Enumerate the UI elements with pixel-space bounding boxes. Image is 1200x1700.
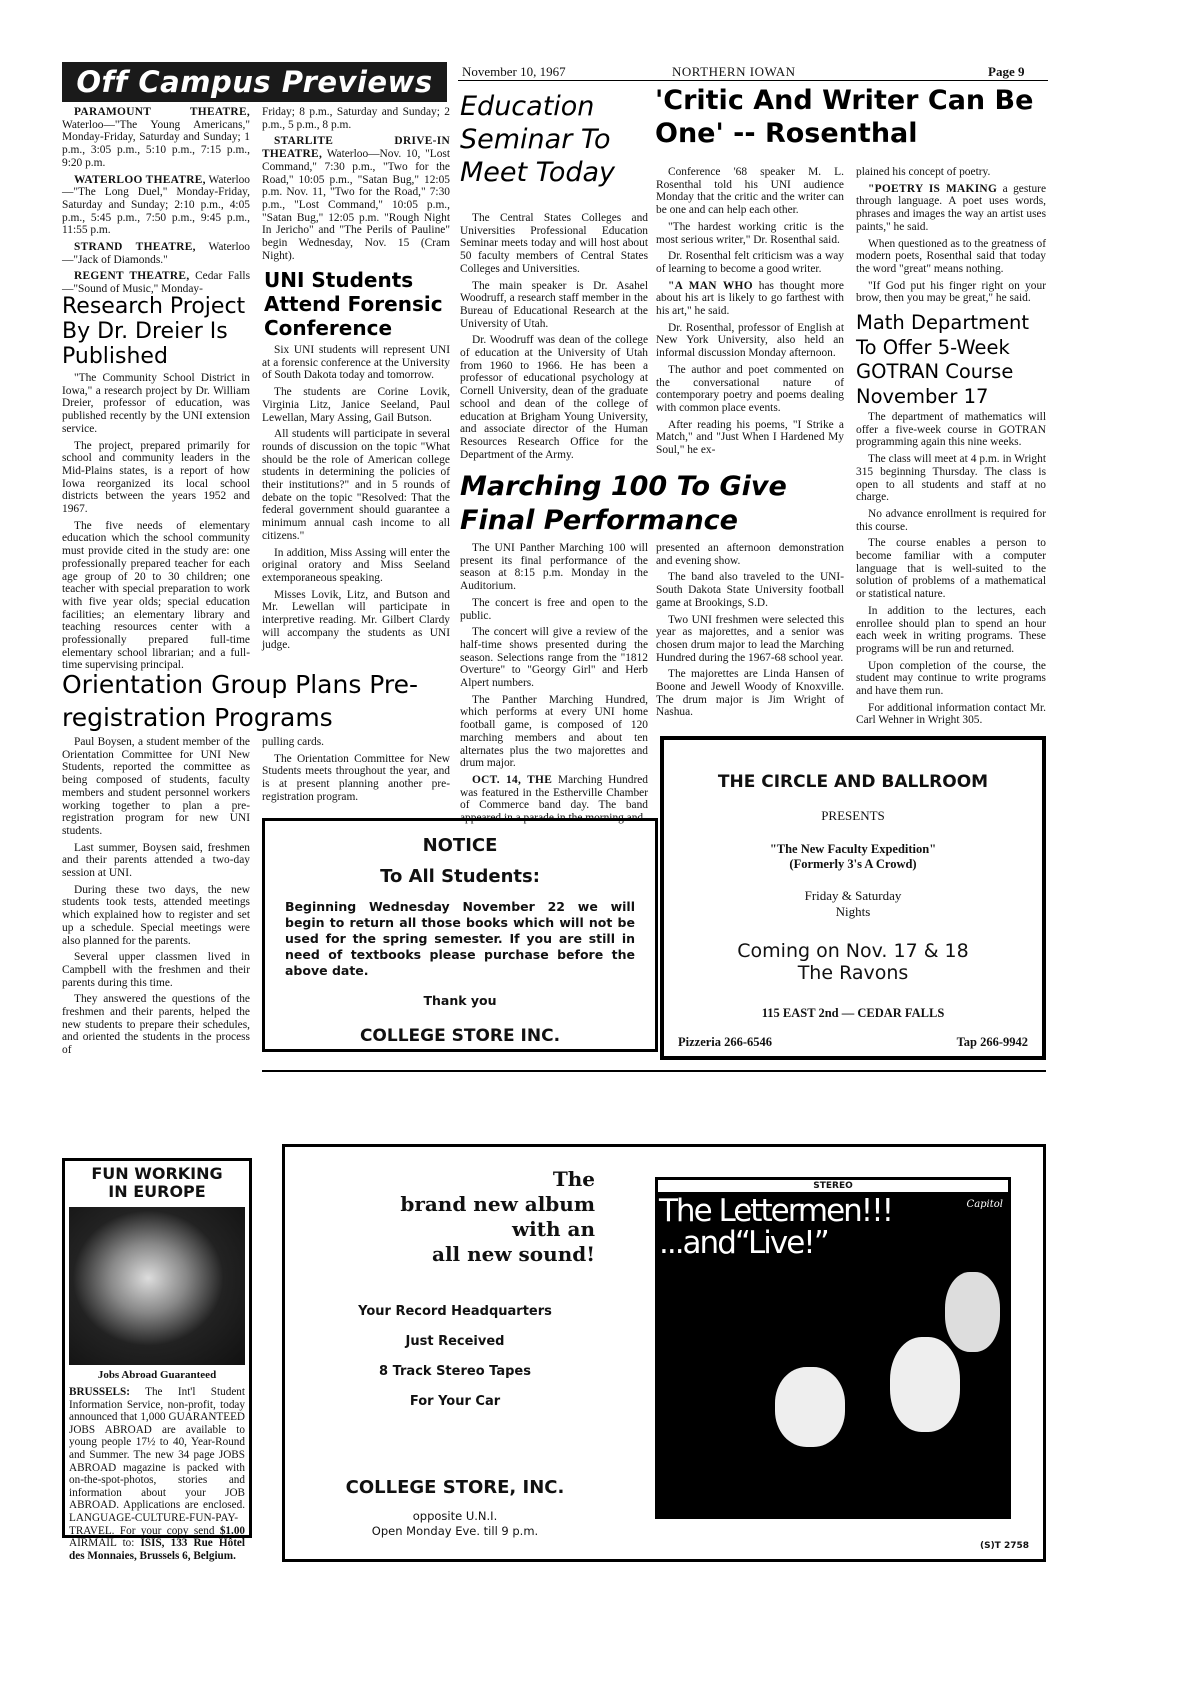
issue-date: November 10, 1967: [462, 64, 566, 79]
education-headline: Education Seminar To Meet Today: [460, 91, 616, 188]
paragraph: [62, 241, 250, 266]
album-title: The Lettermen!!!: [659, 1193, 893, 1229]
paragraph-text: In addition, Miss Assing will enter the original oratory and Miss Seeland extemporaneous speaking.: [262, 546, 450, 584]
europe-airmail: AIRMAIL to:: [69, 1537, 141, 1550]
europe-text: The Int'l Student Information Service, non-profit, today announced that 1,000 GUARANTEED JOBS ABROAD are available to young people 17½ to 40, Year-Round and Summer. The new 34 page JOBS ABROAD magazine is packed with on-the-spot-photos, stories and information about your JOB ABROAD. Applications are enclosed. LANGUAGE-CULTURE-FUN-PAY-TRAVEL. For your copy send: [69, 1386, 245, 1537]
paragraph-text: Several upper classmen lived in Campbell with the freshmen and their parents during this time.: [62, 951, 250, 989]
critic-col1: [656, 166, 844, 464]
education-body: [460, 212, 648, 464]
paragraph-text: The students are Corine Lovik, Virginia Litz, Janice Seeland, Paul Lewellan, Mary Assing, Gail Butson.: [262, 386, 450, 424]
paragraph: [656, 280, 844, 318]
paragraph: [856, 660, 1046, 698]
paragraph: [62, 372, 250, 436]
paragraph-lead: "POETRY IS MAKING: [868, 182, 998, 195]
europe-address: ISIS, 133 Rue Hôtel des Monnaies, Brussels 6, Belgium.: [69, 1537, 246, 1562]
circle-coming: Coming on Nov. 17 & 18: [737, 940, 969, 962]
paragraph-text: The Central States Colleges and Universities Professional Education Seminar meets today and will host about 50 faculty members of Central States Colleges and Universities.: [460, 212, 648, 275]
paragraph-lead: WATERLOO THEATRE,: [74, 173, 206, 186]
paragraph: [262, 736, 450, 749]
paragraph-text: Last summer, Boysen said, freshmen and their parents attended a two-day session at UNI.: [62, 841, 250, 880]
paragraph: [62, 884, 250, 948]
album-ad-lines: [305, 1297, 605, 1417]
paragraph-text: During these two days, the new students took tests, attended meetings which explained how to register and set up a schedule. Special meetings were also planned for the parents.: [62, 883, 250, 947]
ad-line: 8 Track Stereo Tapes: [379, 1364, 531, 1379]
paragraph-lead: REGENT THEATRE,: [74, 270, 190, 283]
europe-jobs-ad: [62, 1158, 252, 1562]
circle-days: Friday & Saturday: [804, 888, 902, 903]
paragraph-lead: OCT. 14, THE: [472, 773, 553, 786]
paragraph: [262, 589, 450, 653]
notice-subtitle: To All Students:: [380, 866, 540, 887]
paragraph-text: The Orientation Committee for New Students meets throughout the year, and is at present planning another pre-registration program.: [262, 752, 450, 803]
notice-body: Beginning Wednesday November 22 we will begin to return all those books which will not be used for the spring semester. If you are still in need of textbooks please purchase before the above date.: [285, 899, 635, 978]
europe-photo: [69, 1207, 245, 1365]
notice-signature: COLLEGE STORE INC.: [359, 1026, 561, 1046]
album-stereo-label: STEREO: [658, 1180, 1008, 1192]
europe-body: [69, 1386, 245, 1562]
paragraph: [856, 411, 1046, 449]
paragraph: [460, 212, 648, 276]
paragraph: [262, 547, 450, 585]
paragraph-text: Marching Hundred was featured in the Estherville Chamber of Commerce band day. The band appeared in a parade in the morning and: [460, 773, 648, 825]
capitol-logo: Capitol: [966, 1199, 1003, 1210]
paragraph-text: The class will meet at 4 p.m. in Wright 315 beginning Thursday. The class is open to all students and staff at no charge.: [856, 453, 1046, 504]
critic-col2: [856, 166, 1046, 334]
paragraph: [62, 993, 250, 1057]
page-number: Page 9: [988, 64, 1025, 79]
paragraph-text: In addition to the lectures, each enrollee should plan to spend an hour each week in writing programs. These programs will be run and returned.: [856, 604, 1046, 655]
paragraph-lead: PARAMOUNT THEATRE,: [74, 106, 250, 118]
paragraph: [262, 753, 450, 804]
research-headline: Research Project By Dr. Dreier Is Published: [62, 294, 246, 369]
paragraph-text: presented an afternoon demonstration and evening show.: [656, 542, 844, 567]
notice-thanks: Thank you: [423, 993, 497, 1008]
paragraph-text: Dr. Woodruff was dean of the college of education at the University of Utah from 1960 to 1966. He has been a professor of educational psychology at Cornell University, dean of the graduate school and dean of the college of education at Brigham Young University, and associate director of the Human Resources Research Office for the Department of the Army.: [460, 334, 648, 461]
paragraph: [656, 542, 844, 567]
paragraph-text: "The hardest working critic is the most serious writer," Dr. Rosenthal said.: [656, 220, 844, 246]
paragraph: [656, 364, 844, 415]
paragraph: [62, 174, 250, 238]
paragraph: [262, 135, 450, 262]
off-campus-col2: [262, 106, 450, 266]
circle-title: THE CIRCLE AND BALLROOM: [717, 772, 989, 792]
paragraph-text: pulling cards.: [262, 736, 325, 748]
paragraph-lead: "A MAN WHO: [668, 279, 753, 292]
paragraph: [262, 344, 450, 382]
paragraph: [856, 702, 1046, 727]
paragraph: [460, 597, 648, 622]
paragraph: [62, 520, 250, 672]
paragraph-text: Waterloo—"The Long Duel," Monday-Friday, Saturday and Sunday; 2:10 p.m., 4:05 p.m., 5:45 p.m., 7:50 p.m., 9:45 p.m., 11:55 p.m.: [62, 173, 250, 237]
paragraph: [262, 106, 450, 131]
paragraph-text: a gesture through language. A poet uses words, phrases and images the way an artist uses paints," he said.: [856, 182, 1046, 233]
paragraph-text: The UNI Panther Marching 100 will present its final performance of the season at 8:15 p.m. Monday in the Auditorium.: [460, 542, 648, 593]
paper-name: NORTHERN IOWAN: [672, 64, 796, 79]
orientation-col1: [62, 736, 250, 1058]
marching-col1: [460, 542, 648, 825]
circle-presents: PRESENTS: [821, 808, 885, 823]
paragraph-text: The concert is free and open to the public.: [460, 596, 648, 622]
paragraph: [656, 614, 844, 665]
headline-line: with an: [511, 1217, 595, 1241]
off-campus-banner: Off Campus Previews: [62, 62, 447, 102]
paragraph: [656, 166, 844, 217]
singer-face-2: [890, 1337, 960, 1432]
headline-line: all new sound!: [431, 1242, 595, 1266]
paragraph: [856, 280, 1046, 305]
paragraph-text: All students will participate in several rounds of discussion on the topic "What should be the role of American college students in determining the policies of their institutions?" and in 5 rounds of debate on the topic "Resolved: That the federal government should guarantee a minimum annual cash income to all citizens.": [262, 428, 450, 542]
paragraph-text: Waterloo—Nov. 10, "Lost Command," 7:30 p.m., "Two for the Road," 10:05 p.m., "Satan Bug," 12:05 p.m. Nov. 11, "Two for the Road," 7:30 p.m., "Lost Command," 10:05 p.m., "Satan Bug," 12:05 p.m. "Rough Night In Jericho" and "The Perils of Pauline" begin Wednesday, Nov. 15 (Cram Night).: [262, 148, 450, 262]
paragraph: [856, 183, 1046, 234]
critic-headline: 'Critic And Writer Can Be One' -- Rosenthal: [655, 85, 1034, 149]
paragraph: [62, 440, 250, 516]
paragraph-text: They answered the questions of the freshmen and their parents, helped the new students to prepare their schedules, and oriented the students in the process of: [62, 993, 250, 1057]
circle-formerly: (Formerly 3's A Crowd): [789, 857, 917, 871]
paragraph: [62, 842, 250, 880]
paragraph: [656, 571, 844, 609]
paragraph-lead: STRAND THEATRE,: [74, 241, 196, 254]
paragraph: [460, 626, 648, 690]
album-ad-hours: Open Monday Eve. till 9 p.m.: [371, 1524, 539, 1538]
paragraph: [856, 453, 1046, 504]
paragraph: [460, 334, 648, 461]
circle-ballroom-ad: [660, 736, 1046, 1060]
europe-title-line1: FUN WORKING: [91, 1164, 223, 1183]
paragraph-text: Upon completion of the course, the student may continue to write programs and have them run.: [856, 659, 1046, 698]
paragraph-text: The department of mathematics will offer a five-week course in GOTRAN programming again this nine weeks.: [856, 411, 1046, 449]
paragraph: [62, 106, 250, 170]
paragraph: [62, 951, 250, 989]
paragraph: [656, 668, 844, 719]
ad-line: Just Received: [405, 1334, 505, 1349]
paragraph: [656, 322, 844, 360]
paragraph-text: has thought more about his art is likely to go farthest with his art," he said.: [656, 279, 844, 318]
paragraph-text: "If God put his finger right on your brow, then you may be great," he said.: [856, 279, 1046, 305]
album-ad-store: COLLEGE STORE, INC.: [345, 1477, 565, 1498]
paragraph: [460, 694, 648, 770]
notice-title: NOTICE: [422, 835, 498, 856]
ad-line: Your Record Headquarters: [358, 1304, 552, 1319]
paragraph-text: "The Community School District in Iowa," a research project by Dr. William Dreier, professor of education, was published recently by the UNI extension service.: [62, 372, 250, 435]
paragraph: [656, 221, 844, 246]
circle-nights: Nights: [835, 904, 871, 919]
paragraph: [656, 250, 844, 275]
paragraph-text: The project, prepared primarily for school and community leaders in the Mid-Plains states, is a report of how Iowa reorganized its local school districts between the years 1952 and 1967.: [62, 439, 250, 516]
europe-price: $1.00: [219, 1524, 245, 1537]
circle-tap-phone: Tap 266-9942: [956, 1035, 1028, 1049]
ad-divider-rule: [262, 1070, 1046, 1072]
forensic-body: [262, 344, 450, 722]
paragraph-text: Dr. Rosenthal felt criticism was a way of learning to become a good writer.: [656, 250, 844, 275]
forensic-headline: UNI Students Attend Forensic Conference: [264, 268, 443, 340]
europe-caption: Jobs Abroad Guaranteed: [97, 1369, 217, 1381]
paragraph-text: The course enables a person to become familiar with a computer language that is well-suited to the solution of problems of a mathematical or statistical nature.: [856, 537, 1046, 601]
paragraph-text: plained his concept of poetry.: [856, 166, 991, 178]
europe-title-line2: IN EUROPE: [108, 1182, 206, 1201]
album-ad-location: opposite U.N.I.: [412, 1509, 498, 1523]
paragraph-text: After reading his poems, "I Strike a Match," and "Just When I Hardened My Soul," he ex-: [656, 418, 844, 457]
album-cover: [655, 1177, 1011, 1519]
paragraph: [262, 386, 450, 424]
paragraph-text: The five needs of elementary education which the school community must provide cited in the study are: one professionally prepared teacher for each age group of 20 to 30 children; one teacher with special preparation to work with five year olds; special education facilities; an elementary library and teaching resources center with a professionally prepared full-time elementary school librarian; and a full-time supervising principal.: [62, 519, 250, 672]
paragraph-text: Two UNI freshmen were selected this year as majorettes, and a senior was chosen drum major to lead the Marching Hundred during the 1967-68 school year.: [656, 613, 844, 664]
paragraph-text: Waterloo—"Jack of Diamonds.": [62, 241, 251, 266]
ad-line: For Your Car: [409, 1394, 501, 1409]
orientation-col2: [262, 736, 450, 816]
circle-address: 115 EAST 2nd — CEDAR FALLS: [761, 1006, 945, 1020]
paragraph-text: The concert will give a review of the half-time shows presented during the season. Selections range from the "1812 Overture" to "Georgy Girl" and Herb Alpert numbers.: [460, 626, 648, 690]
singer-face-3: [945, 1272, 1000, 1352]
europe-lead: BRUSSELS:: [69, 1386, 130, 1398]
paragraph-text: The author and poet commented on the conversational nature of contemporary poetry and poems dealing with common place events.: [656, 363, 844, 414]
headline-line: The: [552, 1167, 595, 1191]
paragraph-text: For additional information contact Mr. Carl Wehner in Wright 305.: [856, 701, 1046, 727]
paragraph-text: When questioned as to the greatness of modern poets, Rosenthal said that today the word "great" means nothing.: [856, 237, 1046, 275]
paragraph-text: Misses Lovik, Litz, and Butson and Mr. Lewellan will participate in interpretive reading. Mr. Gilbert Clardy will accompany the students as UNI judge.: [262, 588, 450, 652]
paragraph-text: Cedar Falls—"Sound of Music," Monday-: [62, 270, 250, 296]
paragraph-text: Friday; 8 p.m., Saturday and Sunday; 2 p.m., 5 p.m., 8 p.m.: [262, 106, 450, 131]
circle-act: The Ravons: [797, 962, 909, 984]
paragraph: [460, 542, 648, 593]
album-ad-headline: [400, 1167, 595, 1267]
europe-title: [69, 1165, 245, 1201]
off-campus-col1: [62, 106, 251, 296]
paragraph-text: Six UNI students will represent UNI at a forensic conference at the University of South Dakota today and tomorrow.: [262, 344, 450, 382]
paragraph-text: The main speaker is Dr. Asahel Woodruff, a research staff member in the Bureau of Educational Research at the University of Utah.: [460, 279, 648, 330]
math-headline: Math Department To Offer 5-Week GOTRAN Course November 17: [856, 311, 1029, 408]
marching-headline: Marching 100 To Give Final Performance: [460, 471, 787, 536]
headline-line: brand new album: [400, 1192, 595, 1216]
paragraph: [856, 238, 1046, 276]
album-catalog-number: (S)T 2758: [979, 1541, 1029, 1551]
paragraph-text: The Panther Marching Hundred, which performs at every UNI home football game, is composed of 120 marching members and about ten alternates plus the two majorettes and drum major.: [460, 693, 648, 770]
paragraph: [460, 280, 648, 331]
paragraph: [262, 428, 450, 542]
album-ad: [282, 1144, 1046, 1562]
paragraph-text: Conference '68 speaker M. L. Rosenthal told his UNI audience Monday that the critic and the writer can be one and can help each other.: [656, 166, 844, 217]
album-subtitle: ...and“Live!”: [659, 1225, 828, 1261]
paragraph-lead: STARLITE DRIVE-IN THEATRE,: [262, 135, 450, 161]
paragraph-text: The majorettes are Linda Hansen of Boone and Jewell Woody of Knoxville. The drum major is Jim Wright of Nashua.: [656, 668, 844, 719]
marching-col2: [656, 542, 844, 734]
paragraph: [856, 508, 1046, 533]
paragraph-text: No advance enrollment is required for this course.: [856, 507, 1046, 533]
circle-band: "The New Faculty Expedition": [769, 842, 937, 856]
paragraph-text: Waterloo—"The Young Americans," Monday-Friday, Saturday and Sunday; 1 p.m., 3:05 p.m., 5:10 p.m., 7:15 p.m., 9:20 p.m.: [62, 118, 250, 169]
paragraph: [856, 605, 1046, 656]
singer-face-1: [775, 1367, 845, 1447]
paragraph: [62, 736, 250, 838]
masthead-rule: [458, 80, 1048, 81]
notice-ad: [262, 818, 658, 1052]
orientation-headline: Orientation Group Plans Pre-registration Programs: [62, 670, 419, 732]
paragraph-text: Paul Boysen, a student member of the Orientation Committee for UNI New Students, reported the committee as being composed of students, faculty members and student personnel workers working together to plan a pre-registration program for new UNI students.: [62, 736, 250, 837]
paragraph: [62, 270, 250, 295]
paragraph-text: Dr. Rosenthal, professor of English at New York University, also held an informal discussion Monday afternoon.: [656, 321, 844, 360]
paragraph: [856, 166, 1046, 179]
paragraph-text: The band also traveled to the UNI-South Dakota State University football game at Brookings, S.D.: [656, 571, 844, 609]
circle-pizzeria-phone: Pizzeria 266-6546: [678, 1035, 773, 1049]
math-body: [856, 411, 1046, 731]
paragraph: [656, 419, 844, 457]
paragraph: [856, 537, 1046, 601]
